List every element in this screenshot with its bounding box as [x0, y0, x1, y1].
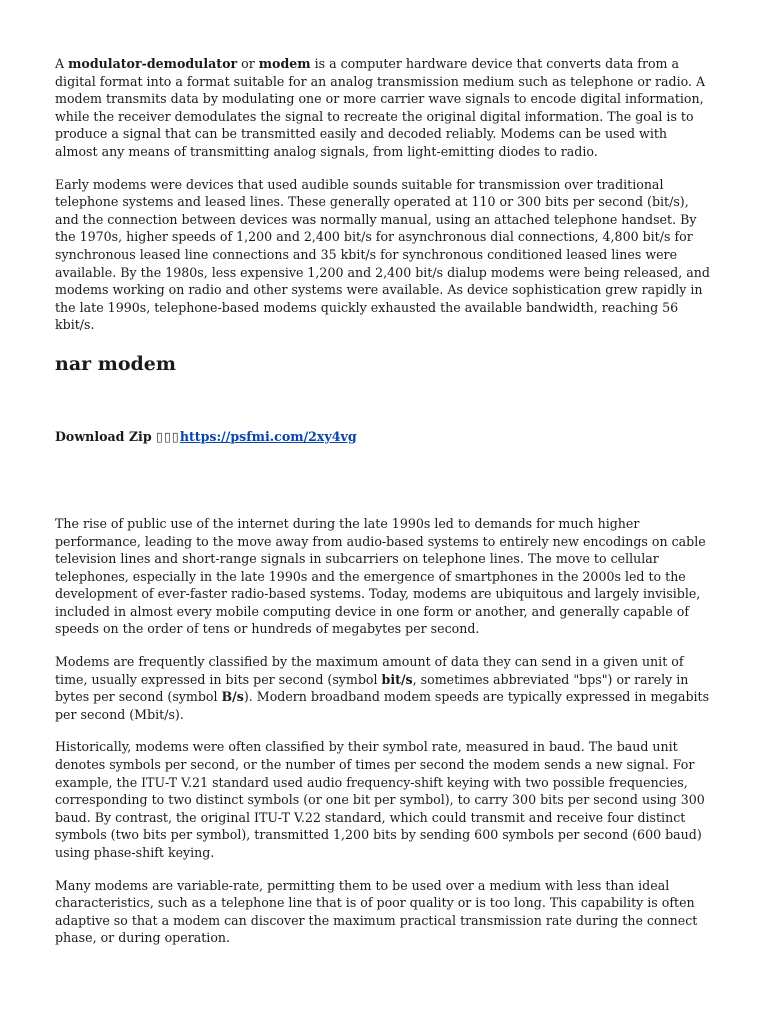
early-modems-paragraph: Early modems were devices that used audible sounds suitable for transmission over traditional telephone systems and leased lines. These generally operated at 110 or 300 bits per second (bit/s), and the connection between devices was normally manual, using an attached telephone handset. By the 1970s, higher speeds of 1,200 and 2,400 bit/s for asynchronous dial connections, 4,800 bit/s for synchronous leased line connections and 35 kbit/s for synchronous conditioned leased lines were available. By the 1980s, less expensive 1,200 and 2,400 bit/s dialup modems were being released, and modems working on radio and other systems were available. As device sophistication grew rapidly in the late 1990s, telephone-based modems quickly exhausted the available bandwidth, reaching 56 kbit/s.	[55, 176, 710, 333]
intro-text-2: or	[237, 56, 259, 71]
intro-text-1: A	[55, 56, 69, 71]
missing-glyph-icons: ▯▯▯	[156, 428, 180, 444]
variable-rate-paragraph: Many modems are variable-rate, permitting them to be used over a medium with less than ideal characteristics, such as a telephone line that is of poor quality or is too long. This capability is often adaptive so that a modem can discover the maximum practical transmission rate during the connect phase, or during operation.	[55, 877, 698, 946]
classification-text-2: , sometimes abbreviated "bps") or rarely in bytes per second (symbol	[55, 671, 689, 705]
download-link[interactable]: https://psfmi.com/2xy4vg	[179, 428, 357, 444]
classification-text-1: Modems are frequently classified by the maximum amount of data they can send in a given unit of time, usually expressed in bits per second (symbol	[55, 654, 684, 687]
symbol-bits-per-second: bit/s	[381, 671, 413, 687]
intro-text-3: is a computer hardware device that converts data from a digital format into a format suitable for an analog transmission medium such as telephone or radio. A modem transmits data by modulating one or more carrier wave signals to encode digital information, while the receiver demodulates the signal to recreate the original digital information. The goal is to produce a signal that can be transmitted easily and decoded reliably. Modems can be used with almost any means of transmitting analog signals, from light-emitting diodes to radio.	[55, 56, 706, 159]
download-line	[55, 428, 710, 445]
baud-paragraph: Historically, modems were often classified by their symbol rate, measured in baud. The baud unit denotes symbols per second, or the number of times per second the modem sends a new signal. For example, the ITU-T V.21 standard used audio frequency-shift keying with two possible frequencies, corresponding to two distinct symbols (or one bit per symbol), to carry 300 bits per second using 300 baud. By contrast, the original ITU-T V.22 standard, which could transmit and receive four distinct symbols (two bits per symbol), transmitted 1,200 bits by sending 600 symbols per second (600 baud) using phase-shift keying.	[55, 739, 705, 860]
internet-era-paragraph: The rise of public use of the internet during the late 1990s led to demands for much higher performance, leading to the move away from audio-based systems to entirely new encodings on cable television lines and short-range signals in subcarriers on telephone lines. The move to cellular telephones, especially in the late 1990s and the emergence of smartphones in the 2000s led to the development of ever-faster radio-based systems. Today, modems are ubiquitous and largely invisible, included in almost every mobile computing device in one form or another, and generally capable of speeds on the order of tens or hundreds of megabytes per second.	[55, 515, 706, 637]
intro-paragraph	[55, 55, 710, 161]
term-modem: modem	[258, 56, 311, 71]
section-heading: nar modem	[55, 352, 177, 375]
term-modulator-demodulator: modulator-demodulator	[68, 56, 238, 71]
classification-paragraph	[55, 653, 710, 723]
download-label: Download Zip	[55, 428, 157, 444]
classification-text-3: ). Modern broadband modem speeds are typically expressed in megabits per second (Mbit/s).	[55, 689, 710, 722]
symbol-bytes-per-second: B/s	[221, 689, 244, 705]
